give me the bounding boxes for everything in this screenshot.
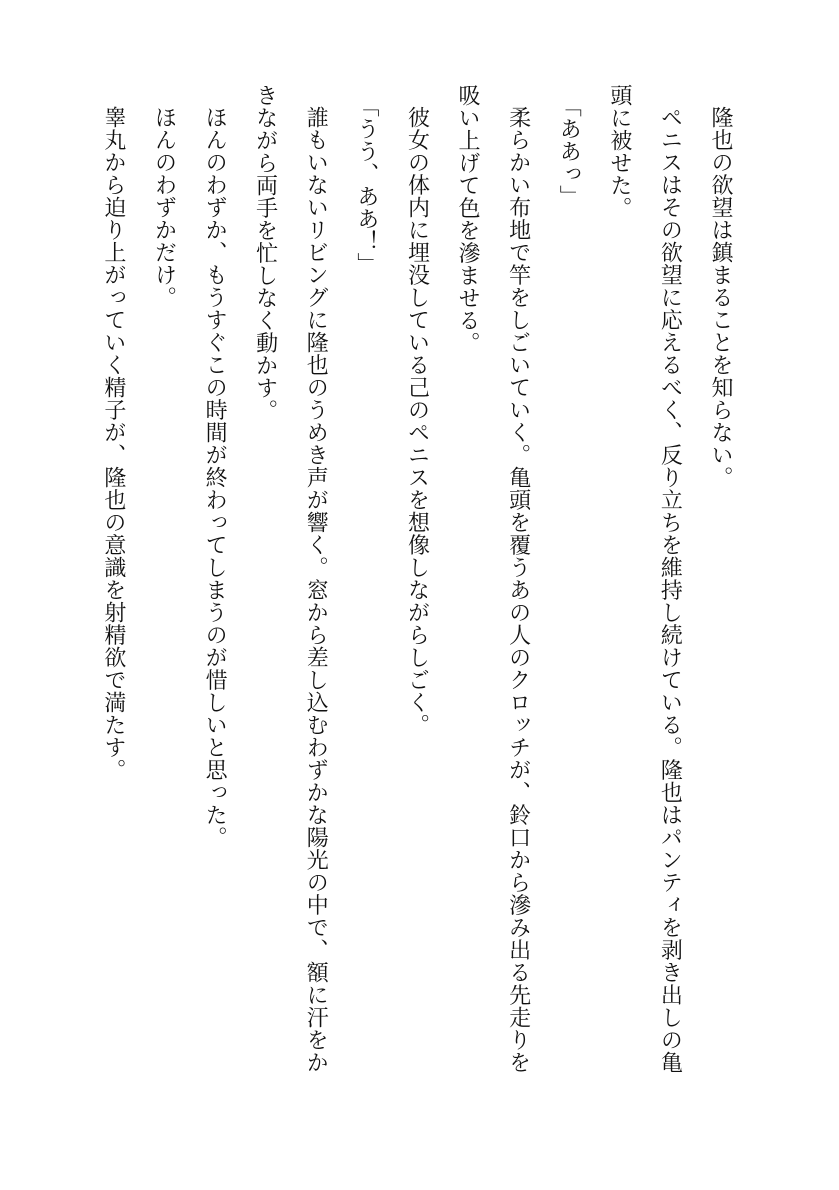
text-line: 「うう、ああ！」	[353, 95, 379, 275]
text-line: ほんのわずかだけ。	[151, 106, 177, 309]
text-line: 誰もいないリビングに隆也のうめき声が響く。窓から差し込むわずかな陽光の中で、額に汗をか	[303, 106, 329, 1074]
text-line: 頭に被せた。	[606, 84, 632, 219]
text-line: ペニスはその欲望に応えるべく、反り立ちを維持し続けている。隆也はパンティを剥き出しの亀	[657, 106, 683, 1074]
vertical-text-body	[87, 84, 745, 1084]
text-line: 柔らかい布地で竿をしごいていく。亀頭を覆うあの人のクロッチが、鈴口から滲み出る先走りを	[505, 106, 531, 1074]
text-line: きながら両手を忙しなく動かす。	[252, 84, 278, 422]
text-line: 彼女の体内に埋没している己のペニスを想像しながらしごく。	[404, 106, 430, 736]
text-line: 隆也の欲望は鎮まることを知らない。	[708, 106, 733, 489]
text-line: 「ああっ」	[556, 95, 582, 208]
text-line: 吸い上げて色を滲ませる。	[455, 84, 481, 354]
text-line: ほんのわずか、もうすぐこの時間が終わってしまうのが惜しいと思った。	[202, 106, 228, 849]
text-line: 睾丸から迫り上がっていく精子が、隆也の意識を射精欲で満たす。	[100, 106, 126, 781]
